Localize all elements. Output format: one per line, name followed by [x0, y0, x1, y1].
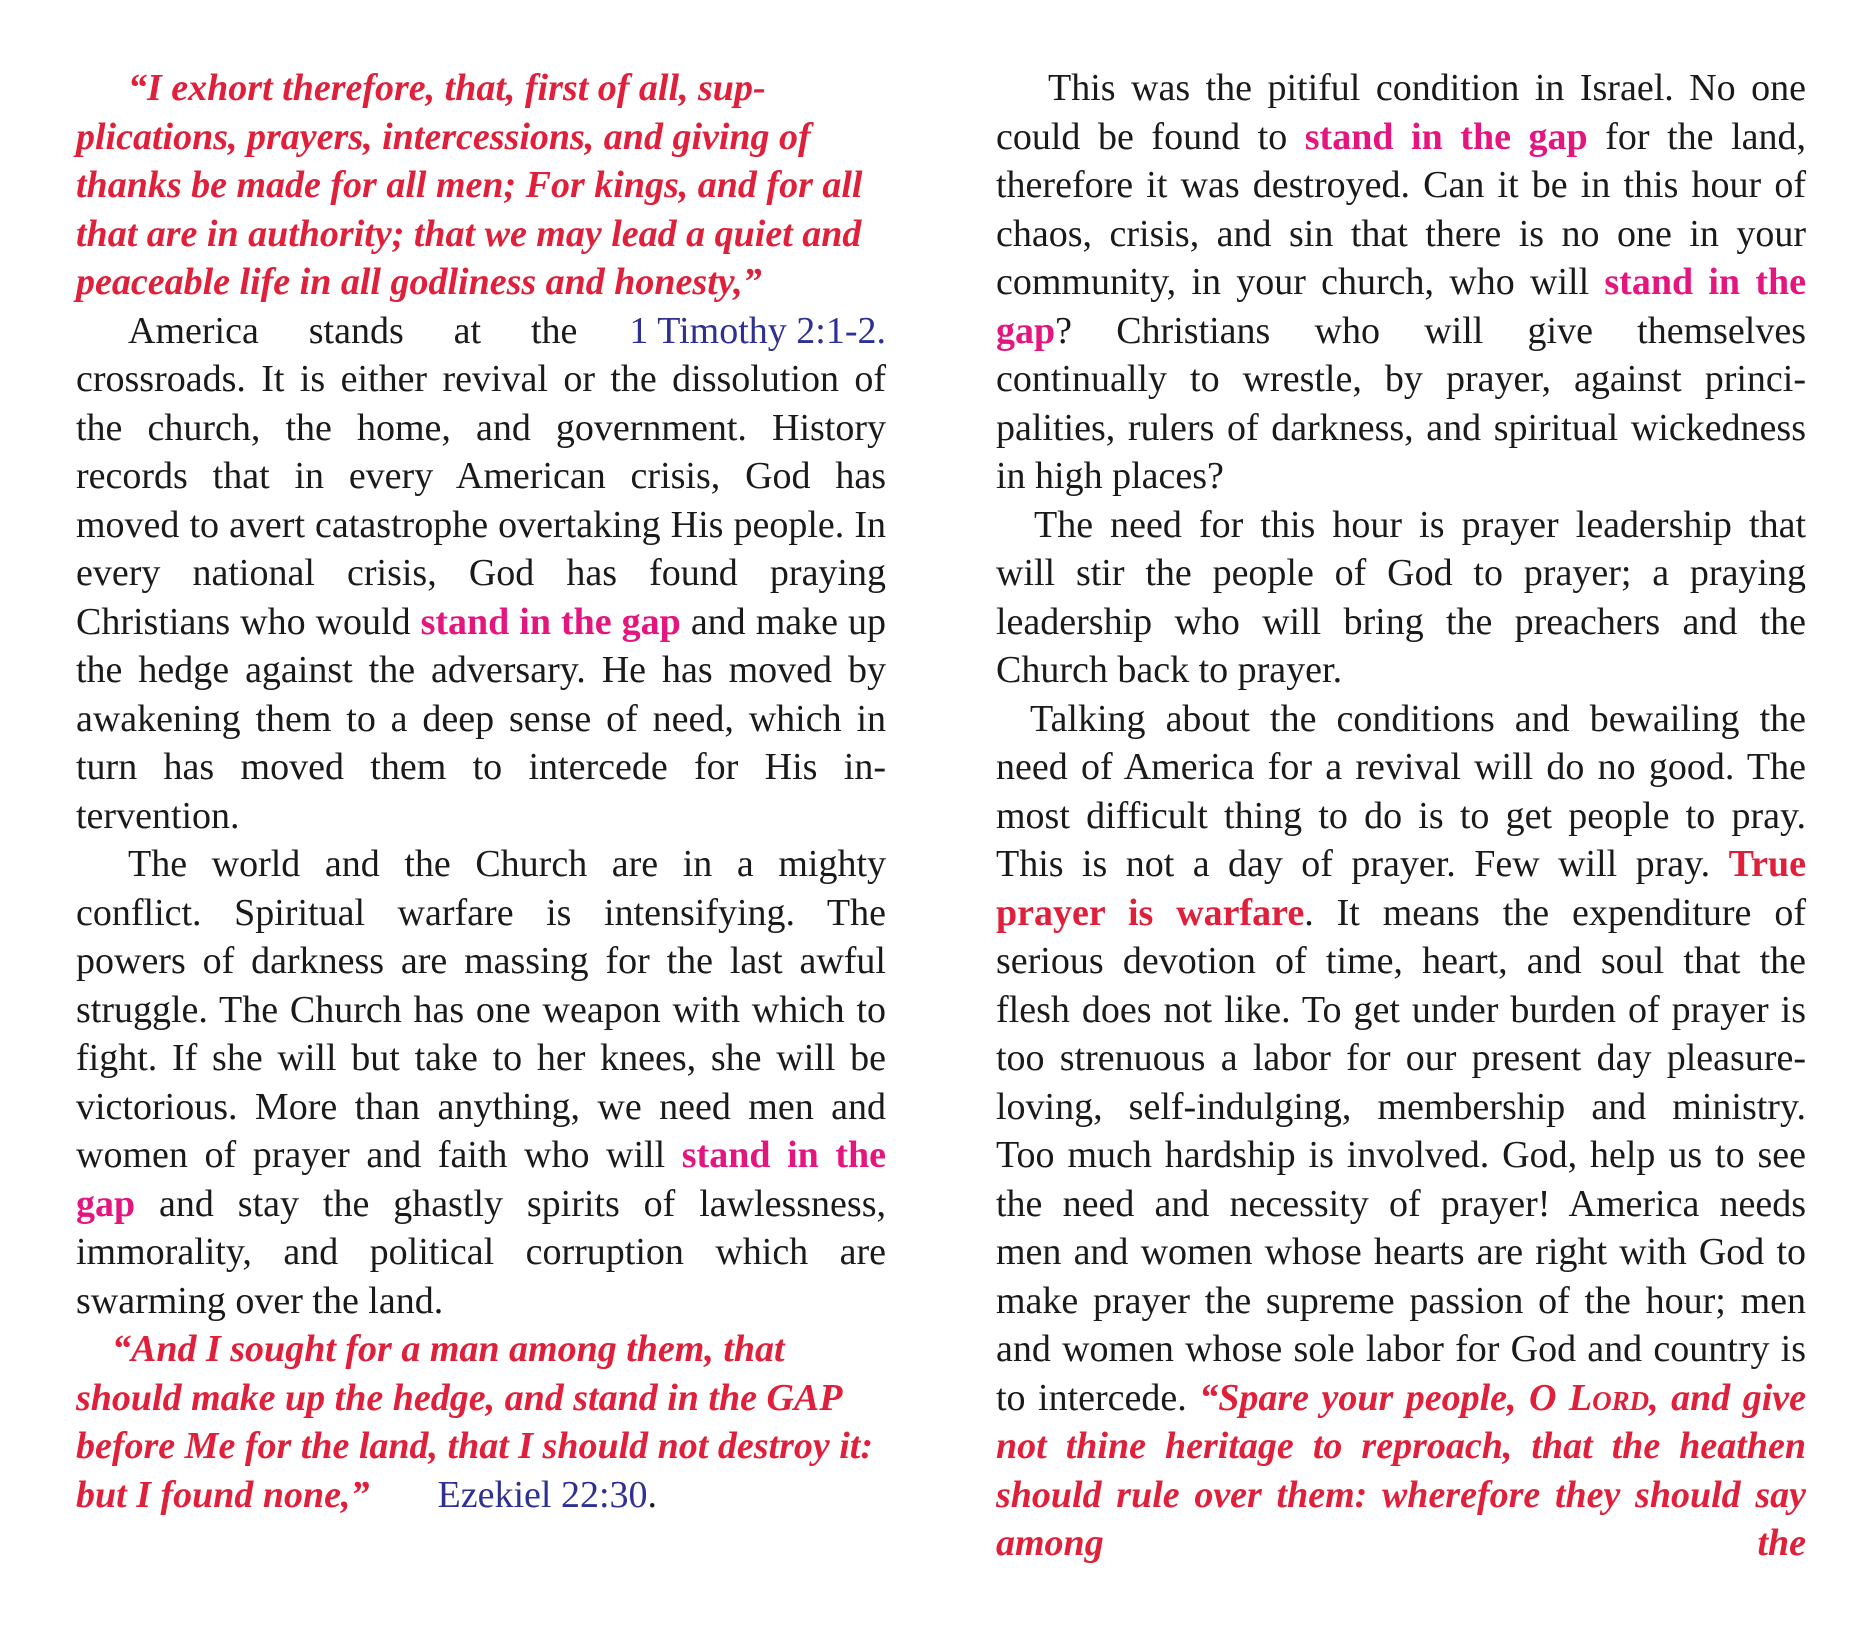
scripture-reference: Ezekiel 22:30	[437, 1473, 648, 1516]
paragraph-text: . It means the expenditure of serious devotion of time, heart, and soul that the flesh does not like. To get under burden of prayer is too strenuous a labor for our present day pleasure-loving, self-indulging, membership and ministry. Too much hardship is involved. God, help us to see the need and necessity of prayer! America needs men and women whose hearts are right with God to make prayer the supreme passion of the hour; men and women whose sole labor for God and country is to intercede.	[996, 891, 1806, 1419]
quote-text: “And I sought for a man among them, that should make up the hedge, and stand in the GAP before Me for the land, that I should not destroy it: but I found none,”	[76, 1328, 873, 1516]
paragraph-text: This was the pitiful condition in Israel. No one could be found to	[996, 67, 1806, 158]
paragraph-text: The world and the Church are in a mighty conflict. Spiritual warfare is intensifying. The powers of darkness are massing for the last awful struggle. The Church has one weapon with which to fight. If she will but take to her knees, she will be victorious. More than anything, we need men and women of prayer and faith who will	[76, 843, 886, 1176]
scripture-reference: 1 Timothy 2:1-2.	[629, 309, 886, 352]
right-column	[996, 64, 1806, 1568]
paragraph-text: for the land, therefore it was destroyed. Can it be in this hour of chaos, crisis, and sin that there is no one in your community, in your church, who will	[996, 115, 1806, 303]
scripture-quote-ezekiel	[76, 1325, 886, 1519]
highlight-phrase: stand in the gap	[1304, 115, 1588, 158]
reference-period: .	[647, 1473, 658, 1516]
highlight-phrase: stand in the gap	[996, 261, 1806, 352]
highlight-phrase: stand in the gap	[76, 1134, 887, 1225]
quote-text: “I exhort therefore, that, first of all, supplications, prayers, intercessions, and giving of thanks be made for all men; For kings, and for all that are in authority; that we may lead a quiet and peaceable life in all godliness and honesty,”	[76, 67, 863, 303]
paragraph-text: The need for this hour is prayer leadership that will stir the people of God to prayer; a praying leadership who will bring the preachers and the Church back to prayer.	[996, 503, 1806, 691]
paragraph-text: ? Christians who will give themselves continually to wrestle, by prayer, against principalities, rulers of darkness, and spiritual wickedness in high places?	[996, 309, 1806, 497]
body-paragraph	[76, 840, 886, 1325]
paragraph-text: America stands at the crossroads. It is either revival or the dissolution of the church, the home, and government. History records that in every American crisis, God has moved to avert catastrophe overtaking His people. In every national crisis, God has found praying Christians who would	[76, 309, 886, 643]
paragraph-text: Talking about the conditions and bewailing the need of America for a revival will do no good. The most difficult thing to do is to get people to pray. This is not a day of prayer. Few will pray.	[996, 697, 1806, 885]
body-paragraph	[76, 307, 886, 841]
highlight-phrase: True prayer is warfare	[996, 843, 1806, 934]
quote-text: , and give not thine heritage to reproach, that the heathen should rule over them: wherefore they should say among the	[996, 1376, 1806, 1564]
body-paragraph	[996, 695, 1806, 1568]
left-column	[76, 64, 886, 1519]
highlight-phrase: stand in the gap	[420, 600, 681, 643]
quote-text: “Spare your people, O	[1199, 1376, 1569, 1419]
body-paragraph	[996, 501, 1806, 695]
scripture-quote-timothy	[76, 64, 886, 352]
paragraph-text: and stay the ghastly spirits of lawlessness, immorality, and political corruption which are swarming over the land.	[76, 1182, 886, 1322]
paragraph-text: and make up the hedge against the adversary. He has moved by awakening them to a deep sense of need, which in turn has moved them to intercede for His intervention.	[76, 600, 886, 837]
lord-small-caps: Lord	[1568, 1376, 1650, 1419]
body-paragraph	[996, 64, 1806, 501]
